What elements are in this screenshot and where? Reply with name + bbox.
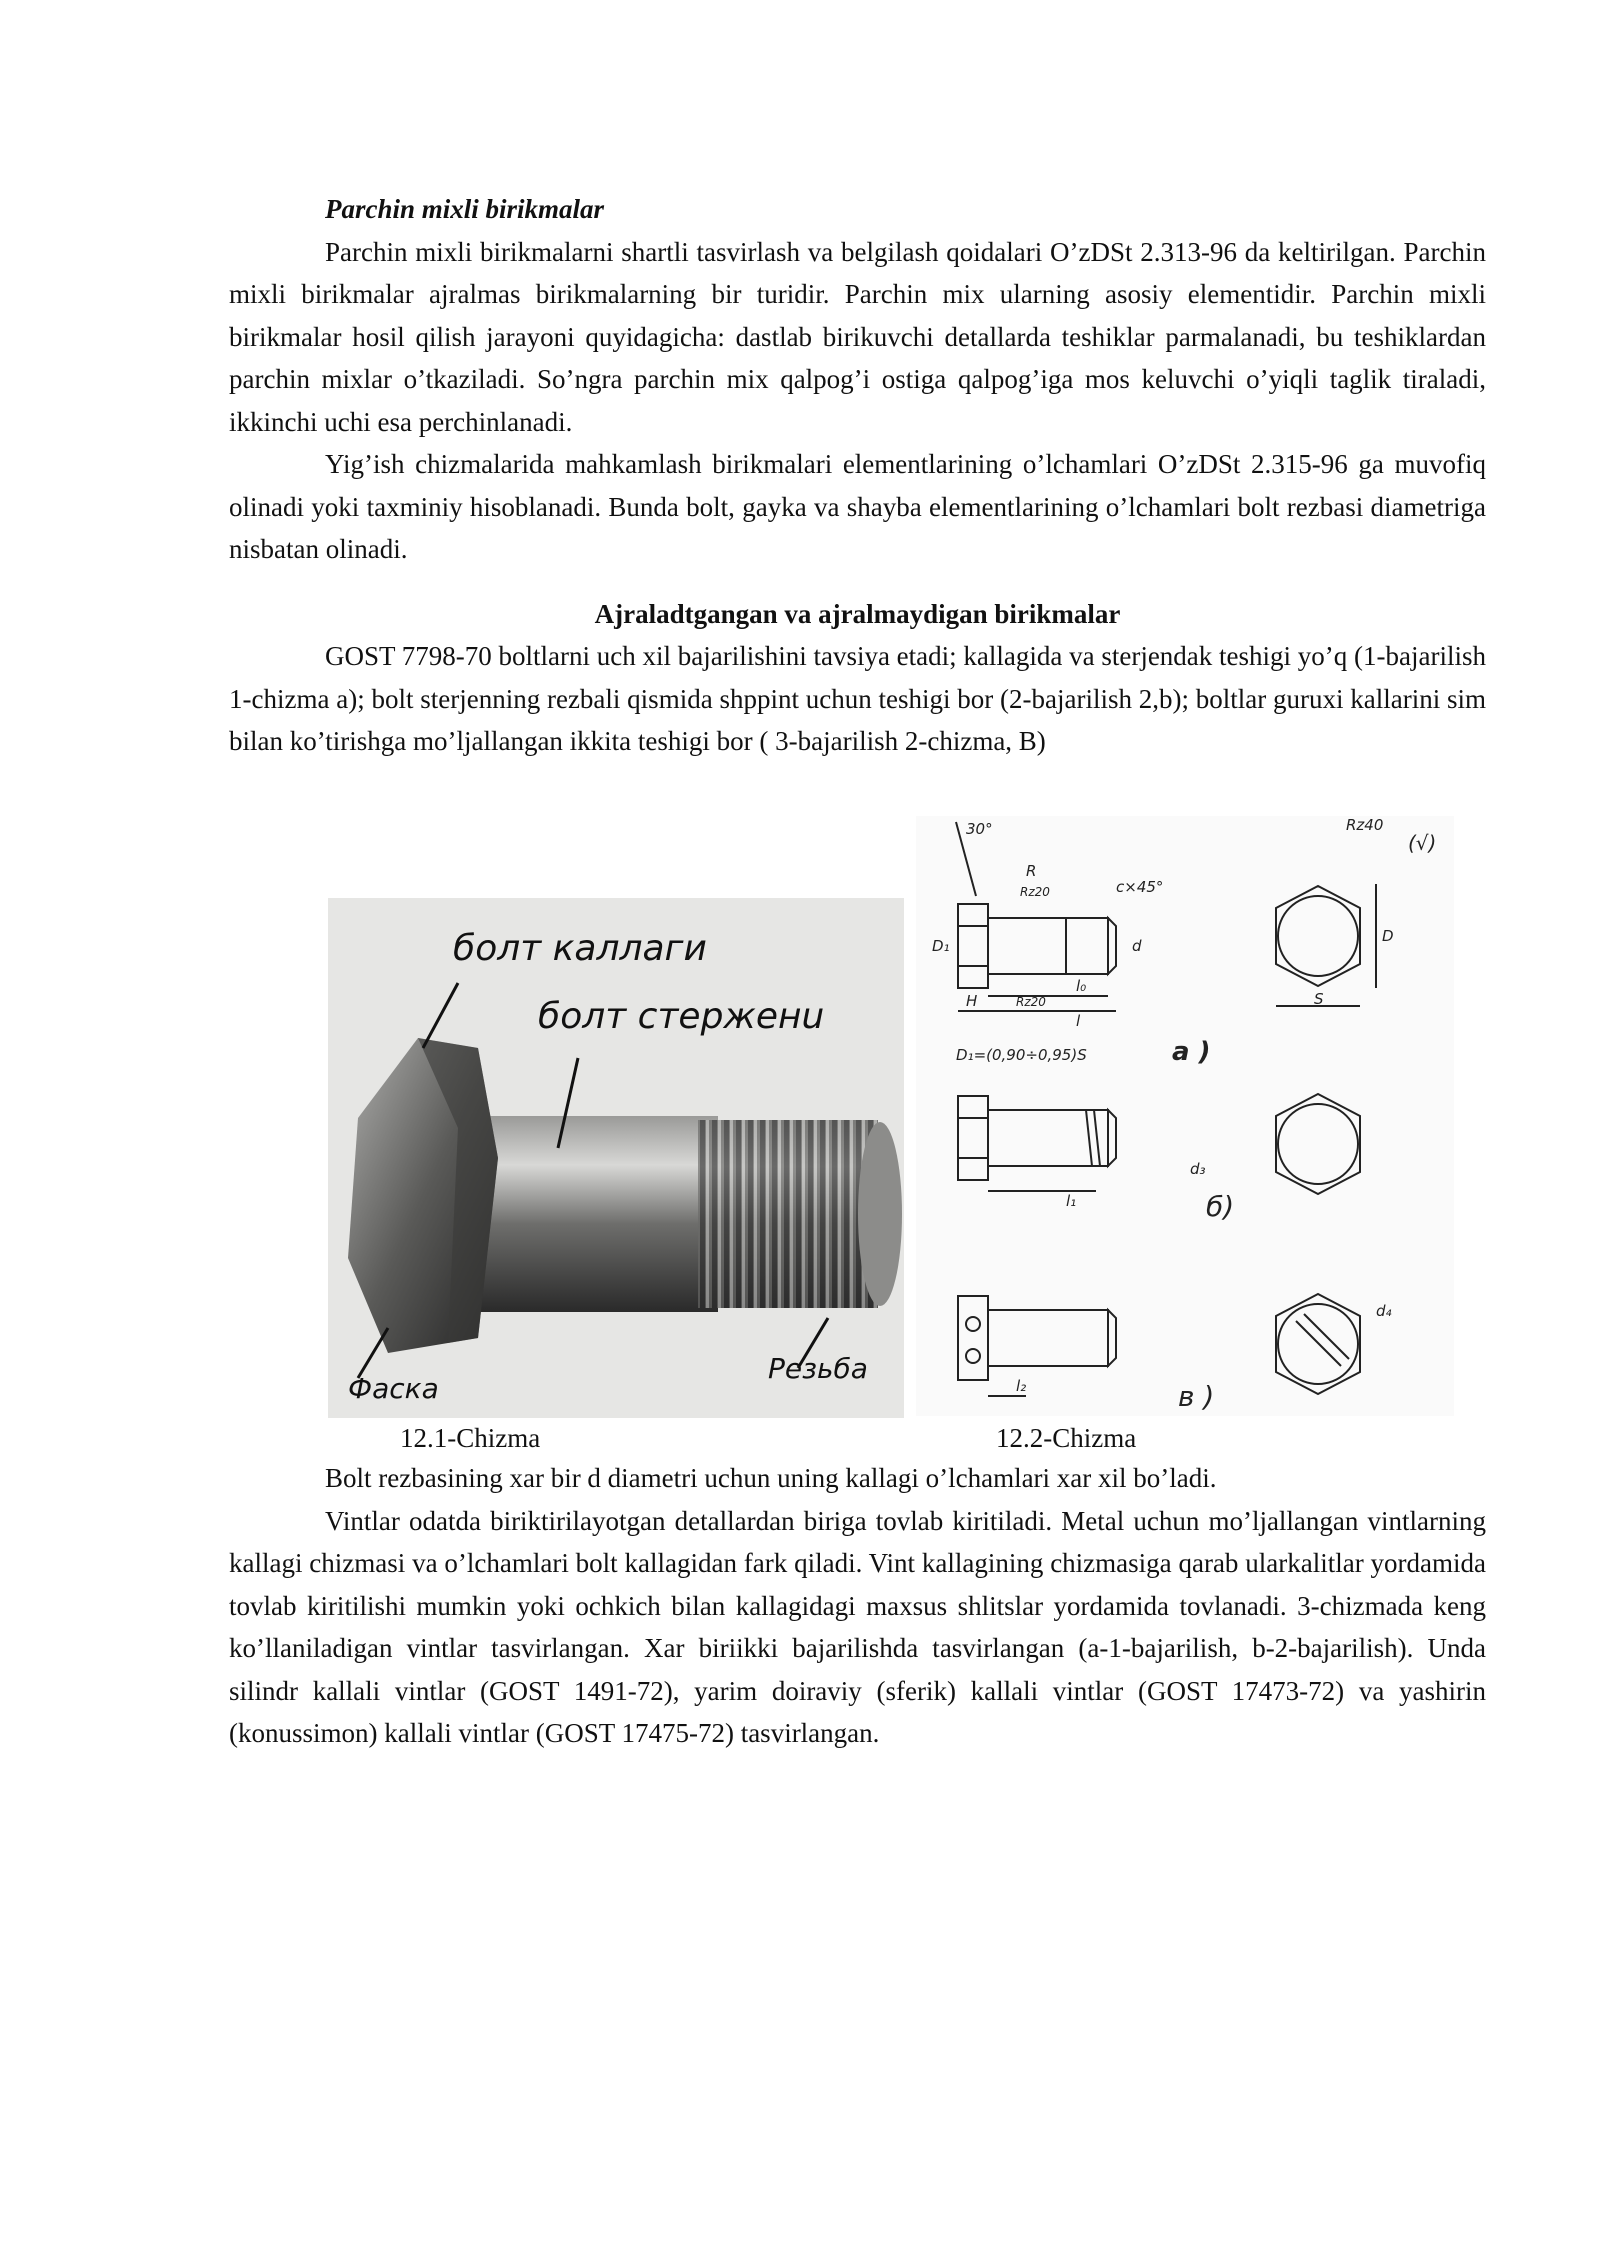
- label-l2: l₂: [1016, 1377, 1027, 1395]
- label-d1: D₁: [932, 937, 950, 955]
- label-bolt-head: болт каллаги: [453, 928, 707, 969]
- section-title-joints: Ajraladtgangan va ajralmaydigan birikmalar: [594, 598, 1121, 629]
- figure-caption-12-2: 12.2-Chizma: [996, 1423, 1137, 1453]
- label-variant-c: в ): [1178, 1380, 1215, 1413]
- label-roughness-rz40: Rz40: [1346, 816, 1384, 834]
- figure-caption-12-1: 12.1-Chizma: [400, 1423, 541, 1453]
- label-S: S: [1314, 990, 1324, 1008]
- label-d1-formula: D₁=(0,90÷0,95)S: [956, 1046, 1087, 1064]
- label-l0: l₀: [1076, 977, 1087, 995]
- label-d: d: [1132, 937, 1142, 955]
- text-block-top: [229, 188, 1486, 763]
- label-d4: d₄: [1376, 1302, 1392, 1320]
- label-l: l: [1076, 1012, 1081, 1030]
- bolt-technical-drawing-figure: [916, 816, 1454, 1416]
- label-d3: d₃: [1190, 1160, 1206, 1178]
- label-rz20-side: Rz20: [1016, 995, 1046, 1009]
- label-chamfer: Фаска: [348, 1372, 439, 1405]
- label-angle: 30°: [966, 820, 993, 838]
- label-l1: l₁: [1066, 1192, 1077, 1210]
- label-chamfer-c45: c×45°: [1116, 878, 1164, 896]
- bolt-illustration-figure: [328, 898, 904, 1418]
- label-thread: Резьба: [768, 1352, 868, 1385]
- label-radius: R: [1026, 862, 1037, 880]
- label-roughness-paren: (√): [1408, 831, 1437, 855]
- paragraph-screws: Vintlar odatda biriktirilayotgan detallardan biriga tovlab kiritiladi. Metal uchun mo’ljallangan vintlarning kallagi chizmasi va o’lchamlari bolt kallagidan fark qiladi. Vint kallagining chizmasiga qarab ularkalitlar yordamida tovlab kiritilishi mumkin yoki ochkich bilan kallagidagi maxsus shlitslar yordamida tovlanadi. 3-chizmada keng ko’llaniladigan vintlar tasvirlangan. Xar biriikki bajarilishda tasvirlangan (a-1-bajarilish, b-2-bajarilish). Unda silindr kallali vintlar (GOST 1491-72), yarim doiraviy (sferik) kallali vintlar (GOST 17473-72) va yashirin (konussimon) kallali vintlar (GOST 17475-72) tasvirlangan.: [229, 1505, 1486, 1748]
- paragraph-assembly-dims: Yig’ish chizmalarida mahkamlash birikmalari elementlarining o’lchamlari O’zDSt 2.315-96 ga muvofiq olinadi yoki taxminiy hisoblanadi. Bunda bolt, gayka va shayba elementlarining o’lchamlari bolt rezbasi diametriga nisbatan olinadi.: [229, 449, 1486, 564]
- paragraph-gost-bolts: GOST 7798-70 boltlarni uch xil bajarilishini tavsiya etadi; kallagida va sterjendak teshigi yo’q (1-bajarilish 1-chizma a); bolt sterjenning rezbali qismida shppint uchun teshigi bor (2-bajarilish 2,b); boltlar guruxi kallarini sim bilan ko’tirishga mo’ljallangan ikkita teshigi bor ( 3-bajarilish 2-chizma, B): [229, 641, 1486, 756]
- text-block-bottom: [229, 1457, 1486, 1755]
- label-variant-b: б): [1206, 1190, 1235, 1223]
- label-variant-a: a ): [1172, 1037, 1211, 1067]
- paragraph-rivets-intro: Parchin mixli birikmalarni shartli tasvirlash va belgilash qoidalari O’zDSt 2.313-96 da keltirilgan. Parchin mixli birikmalar ajralmas birikmalarning bir turidir. Parchin mix ularning asosiy elementidir. Parchin mixli birikmalar hosil qilish jarayoni quyidagicha: dastlab birikuvchi detallarda teshiklar parmalanadi, bu teshiklardan parchin mixlar o’tkaziladi. So’ngra parchin mix qalpog’i ostiga qalpog’iga mos keluvchi o’yiqli taglik tiraladi, ikkinchi uchi esa perchinlanadi.: [229, 236, 1486, 437]
- bolt-technical-drawing: [916, 816, 1454, 1416]
- label-rz20-top: Rz20: [1020, 885, 1050, 899]
- label-bolt-shank: болт стерженu: [538, 996, 825, 1037]
- label-H: H: [966, 992, 978, 1010]
- label-D: D: [1382, 927, 1394, 945]
- paragraph-head-dimensions: Bolt rezbasining xar bir d diametri uchun uning kallagi o’lchamlari xar xil bo’ladi.: [325, 1463, 1217, 1493]
- section-title-rivets: Parchin mixli birikmalar: [325, 194, 605, 224]
- bolt-illustration: [328, 898, 904, 1418]
